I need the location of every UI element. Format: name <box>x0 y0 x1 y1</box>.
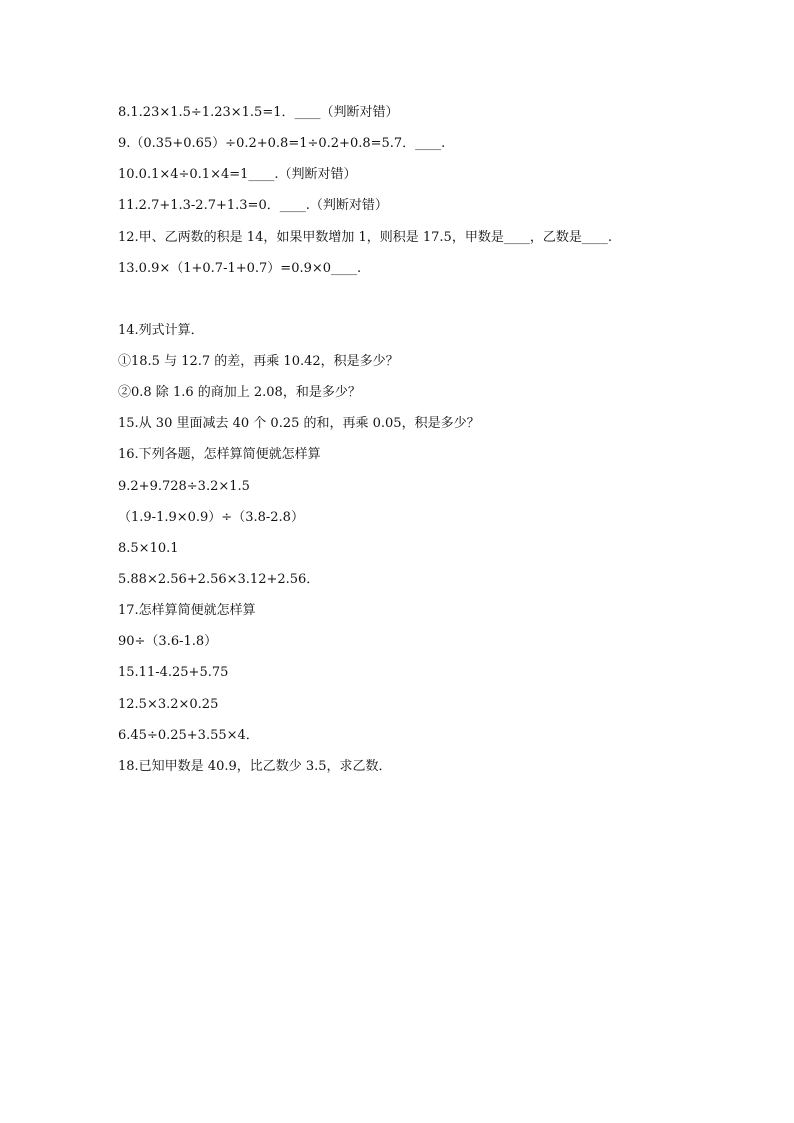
question-18: 18.已知甲数是 40.9，比乙数少 3.5，求乙数． <box>118 759 392 774</box>
question-16-item-1: 9.2+9.728÷3.2×1.5 <box>118 479 250 494</box>
question-9: 9.（0.35+0.65）÷0.2+0.8=1÷0.2+0.8=5.7．____. <box>118 136 446 151</box>
question-17: 17.怎样算简便就怎样算 <box>118 603 256 618</box>
question-16-item-3: 8.5×10.1 <box>118 541 179 556</box>
question-12: 12.甲、乙两数的积是 14，如果甲数增加 1，则积是 17.5，甲数是____，乙数是____. <box>118 230 612 245</box>
question-17-item-1: 90÷（3.6-1.8） <box>118 634 218 649</box>
question-16-item-2: （1.9-1.9×0.9）÷（3.8-2.8） <box>118 510 304 525</box>
question-17-item-4: 6.45÷0.25+3.55×4． <box>118 728 259 743</box>
question-14-part-1: ①18.5 与 12.7 的差，再乘 10.42，积是多少？ <box>118 354 399 369</box>
question-14: 14.列式计算． <box>118 323 204 338</box>
question-13: 13.0.9×（1+0.7-1+0.7）=0.9×0____. <box>118 261 362 276</box>
question-17-item-3: 12.5×3.2×0.25 <box>118 697 219 712</box>
question-8: 8.1.23×1.5÷1.23×1.5=1．____（判断对错） <box>118 105 399 120</box>
question-14-part-2: ②0.8 除 1.6 的商加上 2.08，和是多少？ <box>118 385 361 400</box>
question-10: 10.0.1×4÷0.1×4=1____.（判断对错） <box>118 167 357 182</box>
question-11: 11.2.7+1.3-2.7+1.3=0．____.（判断对错） <box>118 198 388 213</box>
question-15: 15.从 30 里面减去 40 个 0.25 的和，再乘 0.05，积是多少？ <box>118 416 480 431</box>
question-16-item-4: 5.88×2.56+2.56×3.12+2.56． <box>118 572 320 587</box>
question-16: 16.下列各题，怎样算简便就怎样算 <box>118 447 321 462</box>
question-17-item-2: 15.11-4.25+5.75 <box>118 665 229 680</box>
